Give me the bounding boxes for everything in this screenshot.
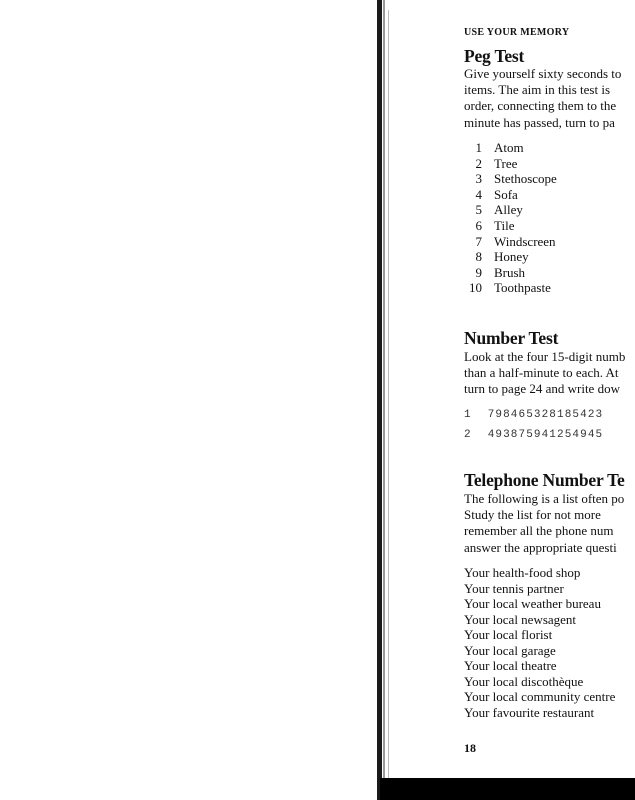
telephone-test-heading: Telephone Number Te bbox=[464, 470, 625, 490]
number-test-heading: Number Test bbox=[464, 328, 559, 348]
list-item bbox=[464, 187, 557, 203]
item-label: Atom bbox=[494, 140, 524, 155]
list-item: Your local newsagent bbox=[464, 611, 577, 627]
telephone-line: answer the appropriate questi bbox=[464, 539, 617, 555]
number-list bbox=[464, 405, 603, 445]
item-label: Toothpaste bbox=[494, 280, 551, 296]
list-item: Your local florist bbox=[464, 627, 553, 642]
telephone-line: remember all the phone num bbox=[464, 523, 614, 539]
item-label: Stethoscope bbox=[494, 171, 557, 187]
telephone-test-instructions bbox=[464, 491, 624, 556]
item-label: Alley bbox=[494, 202, 523, 218]
item-number: 1 bbox=[464, 409, 472, 421]
item-number: 4 bbox=[475, 186, 482, 202]
item-number: 9 bbox=[475, 264, 482, 280]
item-number: 2 bbox=[475, 155, 482, 171]
book-spine-edge bbox=[383, 0, 385, 800]
peg-line: order, connecting them to the bbox=[464, 98, 617, 114]
digit-string: 493875941254945 bbox=[487, 429, 604, 441]
list-item bbox=[464, 140, 557, 156]
book-spine-shadow bbox=[377, 0, 382, 800]
peg-test-heading: Peg Test bbox=[464, 46, 525, 66]
list-item bbox=[464, 249, 557, 265]
running-head: USE YOUR MEMORY bbox=[464, 27, 570, 38]
peg-line: minute has passed, turn to pa bbox=[464, 114, 615, 130]
telephone-list bbox=[464, 565, 615, 720]
item-number: 2 bbox=[464, 429, 472, 441]
peg-line: Give yourself sixty seconds to bbox=[464, 66, 622, 81]
telephone-line: The following is a list often po bbox=[464, 491, 625, 506]
number-line: Look at the four 15-digit numb bbox=[464, 349, 626, 364]
list-item: Your local theatre bbox=[464, 658, 557, 673]
item-label: Windscreen bbox=[494, 233, 556, 249]
scan-bottom-edge bbox=[380, 778, 635, 800]
list-item: Your local community centre bbox=[464, 689, 616, 704]
gutter-line bbox=[388, 10, 389, 780]
item-number: 10 bbox=[469, 280, 482, 296]
list-item bbox=[464, 234, 557, 250]
item-label: Sofa bbox=[494, 186, 518, 202]
telephone-line: Study the list for not more bbox=[464, 507, 601, 523]
item-number: 3 bbox=[475, 171, 482, 187]
list-item bbox=[464, 171, 557, 187]
list-item bbox=[464, 202, 557, 218]
list-item: Your favourite restaurant bbox=[464, 704, 595, 720]
digit-string: 798465328185423 bbox=[487, 409, 604, 421]
list-item bbox=[464, 156, 557, 172]
list-item bbox=[464, 265, 557, 281]
peg-line: items. The aim in this test is bbox=[464, 82, 611, 98]
page-number: 18 bbox=[464, 741, 476, 755]
list-item bbox=[464, 425, 603, 445]
list-item bbox=[464, 405, 603, 425]
item-label: Honey bbox=[494, 249, 529, 265]
peg-test-instructions bbox=[464, 66, 621, 131]
list-item bbox=[464, 218, 557, 234]
number-line: than a half-minute to each. At bbox=[464, 365, 619, 381]
item-number: 8 bbox=[475, 249, 482, 265]
list-item: Your local discothèque bbox=[464, 673, 584, 689]
item-number: 7 bbox=[475, 233, 482, 249]
item-number: 1 bbox=[475, 140, 482, 155]
number-line: turn to page 24 and write dow bbox=[464, 381, 620, 397]
item-number: 6 bbox=[475, 217, 482, 233]
list-item: Your local weather bureau bbox=[464, 596, 601, 611]
peg-item-list bbox=[464, 140, 557, 296]
item-number: 5 bbox=[475, 202, 482, 218]
list-item: Your health-food shop bbox=[464, 565, 581, 580]
list-item bbox=[464, 280, 557, 296]
number-test-instructions bbox=[464, 349, 625, 398]
item-label: Tile bbox=[494, 217, 515, 233]
list-item: Your local garage bbox=[464, 642, 556, 658]
list-item: Your tennis partner bbox=[464, 580, 564, 596]
item-label: Tree bbox=[494, 155, 518, 171]
item-label: Brush bbox=[494, 264, 526, 280]
